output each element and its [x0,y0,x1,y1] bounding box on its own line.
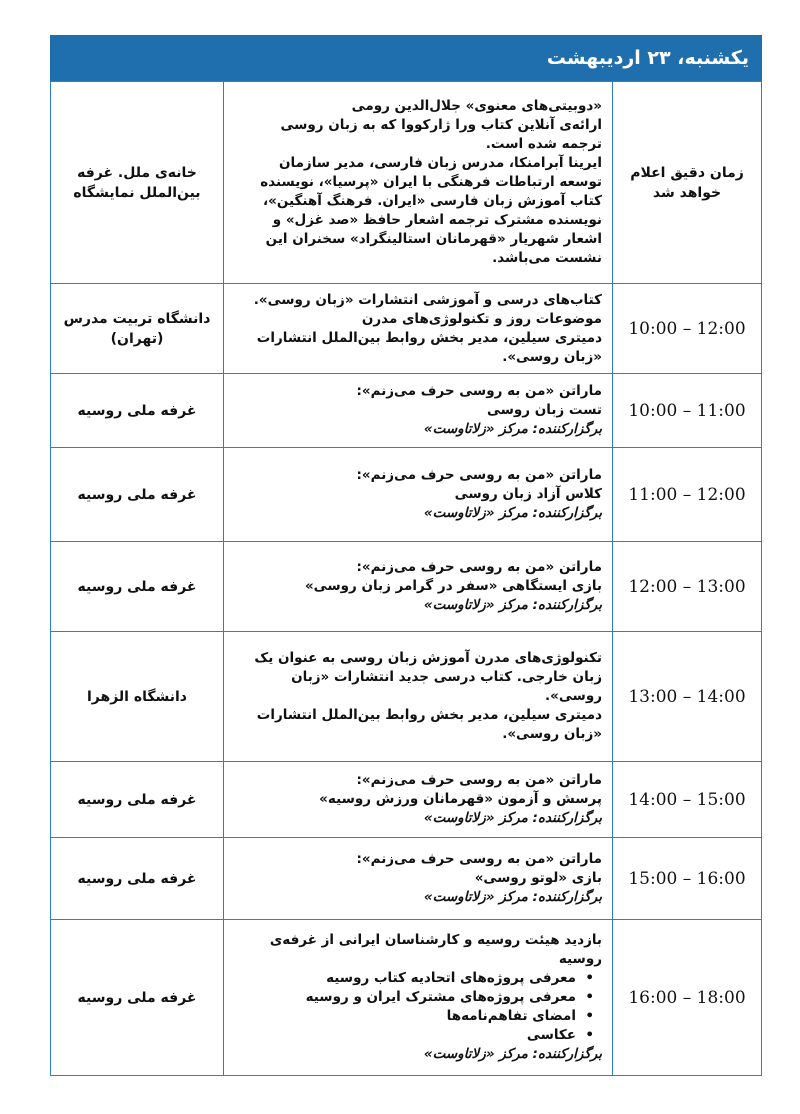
venue-cell: غرفه ملی روسیه [51,838,224,920]
description-cell [224,920,613,1076]
schedule-row [51,284,762,374]
time-cell: زمان دقیق اعلام خواهد شد [613,82,762,284]
description-cell [224,82,613,284]
description-line: روسی». [545,688,602,704]
organizer-line: برگزارکننده: مرکز «زلاتاوست» [423,810,602,826]
description-line: ارائه‌ی آنلاین کتاب ورا ژارکووا که به زبان روسی [280,117,602,133]
description-line: کتاب آموزش زبان فارسی «ایران. فرهنگ آهنگین»، [263,193,602,209]
description-line: توسعه ارتباطات فرهنگی با ایران «پرسیا»، نویسنده [260,174,602,190]
description-line: ایرینا آبرامنکا، مدرس زبان فارسی، مدیر سازمان [278,155,602,171]
description-line: زبان خارجی. کتاب درسی جدید انتشارات «زبان [291,669,602,685]
description-line: پرسش و آزمون «قهرمانان ورزش روسیه» [319,791,602,807]
description-cell [224,284,613,374]
description-line: «دوبیتی‌های معنوی» جلال‌الدین رومی [351,98,602,114]
venue-cell: غرفه ملی روسیه [51,448,224,542]
description-line: ماراتن «من به روسی حرف می‌زنم»: [356,772,602,788]
time-cell: 16:00 – 18:00 [613,920,762,1076]
venue-cell: دانشگاه تربیت مدرس (تهران) [51,284,224,374]
time-cell: 10:00 – 12:00 [613,284,762,374]
description-cell [224,762,613,838]
time-cell: 13:00 – 14:00 [613,632,762,762]
venue-cell: غرفه ملی روسیه [51,542,224,632]
description-line: ماراتن «من به روسی حرف می‌زنم»: [356,851,602,867]
schedule-row [51,374,762,448]
description-line: بازی «لوتو روسی» [474,870,602,886]
organizer-line: برگزارکننده: مرکز «زلاتاوست» [423,1046,602,1062]
description-cell [224,838,613,920]
description-cell [224,374,613,448]
time-cell: 11:00 – 12:00 [613,448,762,542]
description-cell [224,448,613,542]
time-cell: 12:00 – 13:00 [613,542,762,632]
day-title: یکشنبه، ۲۳ اردیبهشت [546,47,749,69]
schedule-table [50,81,762,1076]
bullet-item: • معرفی پروژه‌های اتحادیه کتاب روسیه [232,969,576,988]
day-header [50,35,762,81]
description-line: موضوعات روز و تکنولوژی‌های مدرن [361,310,602,327]
schedule-row [51,632,762,762]
organizer-line: برگزارکننده: مرکز «زلاتاوست» [423,505,602,521]
schedule-row [51,448,762,542]
schedule-row [51,542,762,632]
description-line: «زبان روسی». [502,726,602,742]
description-line: بازدید هیئت روسیه و کارشناسان ایرانی از غرفه‌ی [269,932,602,948]
description-line: نشست می‌باشد. [492,250,602,266]
description-line: دمیتری سیلین، مدیر بخش روابط بین‌الملل انتشارات [256,329,602,346]
venue-cell: غرفه ملی روسیه [51,374,224,448]
bullet-list [232,969,602,1045]
organizer-line: برگزارکننده: مرکز «زلاتاوست» [423,421,602,437]
description-line: کلاس آزاد زبان روسی [454,486,602,502]
description-line: ماراتن «من به روسی حرف می‌زنم»: [356,559,602,575]
time-cell: 14:00 – 15:00 [613,762,762,838]
schedule-row [51,920,762,1076]
time-cell: 15:00 – 16:00 [613,838,762,920]
bullet-item: • عکاسی [232,1026,576,1045]
description-cell [224,542,613,632]
description-line: کتاب‌های درسی و آموزشی انتشارات «زبان روسی». [253,291,602,308]
schedule-row [51,82,762,284]
schedule-sheet [50,35,762,1076]
bullet-item: • معرفی پروژه‌های مشترک ایران و روسیه [232,988,576,1007]
venue-cell: خانه‌ی ملل. غرفه بین‌الملل نمایشگاه [51,82,224,284]
description-line: «زبان روسی». [502,348,602,365]
venue-cell: غرفه ملی روسیه [51,920,224,1076]
description-line: ترجمه شده است. [485,136,602,152]
venue-cell: دانشگاه الزهرا [51,632,224,762]
schedule-rows [51,82,762,1076]
description-line: ماراتن «من به روسی حرف می‌زنم»: [356,467,602,483]
schedule-row [51,838,762,920]
description-line: ماراتن «من به روسی حرف می‌زنم»: [356,383,602,399]
organizer-line: برگزارکننده: مرکز «زلاتاوست» [423,889,602,905]
description-line: دمیتری سیلین، مدیر بخش روابط بین‌الملل انتشارات [256,707,602,723]
description-line: تست زبان روسی [486,402,602,418]
description-line: تکنولوژی‌های مدرن آموزش زبان روسی به عنوان یک [254,650,602,666]
schedule-row [51,762,762,838]
venue-cell: غرفه ملی روسیه [51,762,224,838]
description-line: نویسنده مشترک ترجمه اشعار حافظ «صد غزل» و [272,212,602,228]
description-line: اشعار شهریار «قهرمانان استالینگراد» سخنران این [265,231,602,247]
time-cell: 10:00 – 11:00 [613,374,762,448]
bullet-item: • امضای تفاهم‌نامه‌ها [232,1007,576,1026]
description-line: روسیه [558,951,602,967]
description-line: بازی ایستگاهی «سفر در گرامر زبان روسی» [304,578,602,594]
description-cell [224,632,613,762]
organizer-line: برگزارکننده: مرکز «زلاتاوست» [423,597,602,613]
